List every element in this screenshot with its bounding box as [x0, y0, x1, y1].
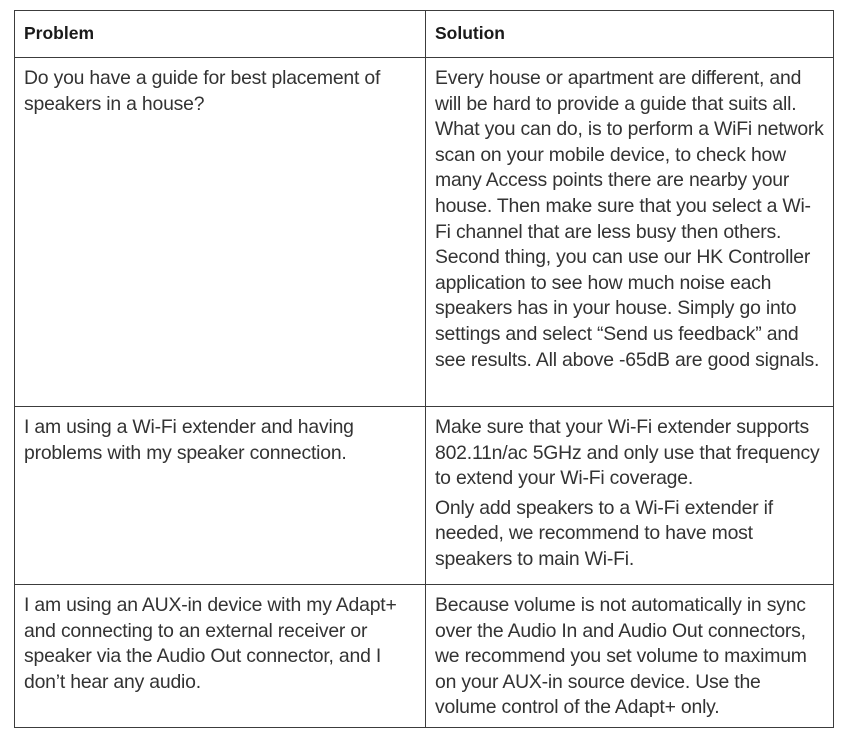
problem-cell	[15, 58, 426, 407]
solution-cell	[426, 407, 834, 585]
problem-text: I am using a Wi-Fi extender and having problems with my speaker connection.	[24, 416, 354, 464]
table-header-row	[15, 11, 834, 58]
table-row	[15, 58, 834, 407]
problem-column-header: Problem	[15, 11, 426, 58]
table-row	[15, 585, 834, 728]
problem-cell	[15, 585, 426, 728]
problem-text: Do you have a guide for best placement of speakers in a house?	[24, 67, 381, 115]
solution-text: Make sure that your Wi-Fi extender supports 802.11n/ac 5GHz and only use that frequency to extend your Wi-Fi coverage.	[435, 416, 820, 490]
solution-text: Because volume is not automatically in sync over the Audio In and Audio Out connectors, we recommend you set volume to maximum on your AUX-in source device. Use the volume control of the Adapt+ only.	[435, 594, 807, 719]
solution-text: Only add speakers to a Wi-Fi extender if needed, we recommend to have most speakers to main Wi-Fi.	[435, 496, 773, 570]
problem-text: I am using an AUX-in device with my Adapt+ and connecting to an external receiver or speaker via the Audio Out connector, and I don’t hear any audio.	[24, 594, 397, 693]
solution-cell	[426, 585, 834, 728]
troubleshooting-table	[14, 10, 834, 728]
solution-text: Every house or apartment are different, and will be hard to provide a guide that suits all. What you can do, is to perform a WiFi network scan on your mobile device, to check how many Access points there are nearby your house. Then make sure that you select a Wi-Fi channel that are less busy then others. Second thing, you can use our HK Controller application to see how much noise each speakers has in your house. Simply go into settings and select “Send us feedback” and see results. All above -65dB are good signals.	[435, 67, 824, 371]
table-row	[15, 407, 834, 585]
solution-column-header: Solution	[426, 11, 834, 58]
problem-cell	[15, 407, 426, 585]
solution-cell	[426, 58, 834, 407]
